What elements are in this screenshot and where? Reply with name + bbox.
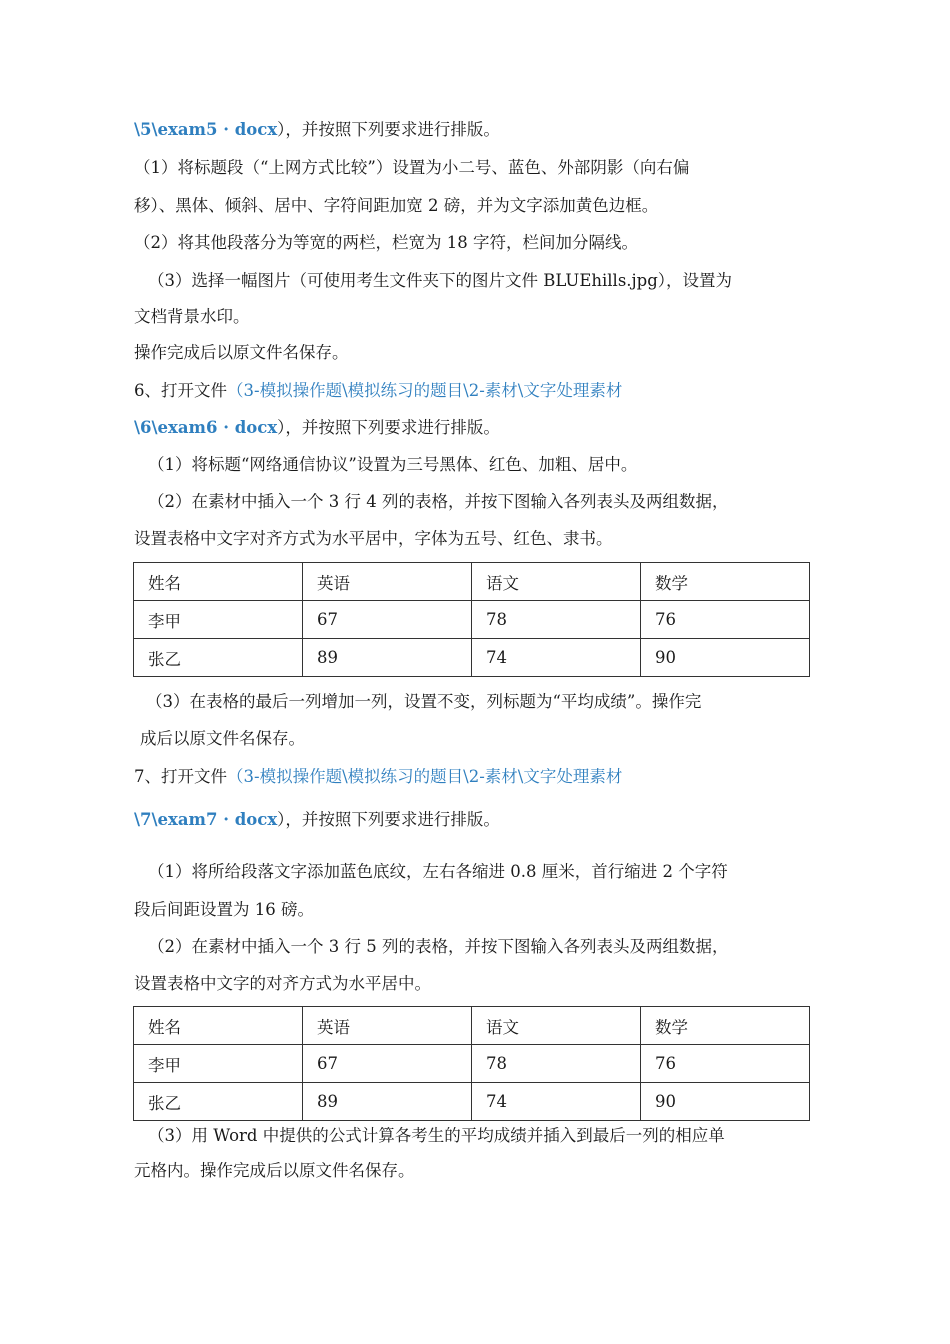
paragraph-line: 元格内。操作完成后以原文件名保存。	[134, 1161, 415, 1180]
table-row	[134, 639, 810, 677]
table-cell: 74	[472, 1083, 641, 1121]
paragraph-line: （3）选择一幅图片（可使用考生文件夹下的图片文件 BLUEhills.jpg），设置为	[148, 271, 733, 290]
paragraph-line: 移）、黑体、倾斜、居中、字符间距加宽 2 磅，并为文字添加黄色边框。	[134, 196, 659, 215]
score-table-2	[133, 1006, 810, 1121]
file-path-link[interactable]: \5\exam5 · docx	[134, 120, 278, 139]
paragraph-line: 成后以原文件名保存。	[140, 729, 305, 748]
question-6-heading	[134, 381, 622, 401]
file-path-link[interactable]: \6\exam6 · docx	[134, 418, 278, 437]
table-row	[134, 1083, 810, 1121]
table-cell: 姓名	[134, 1007, 303, 1045]
table-cell: 90	[641, 639, 810, 677]
table-cell: 姓名	[134, 563, 303, 601]
file-path-link[interactable]: （3-模拟操作题\模拟练习的题目\2-素材\文字处理素材	[227, 767, 623, 786]
table-cell: 90	[641, 1083, 810, 1121]
question-7-heading	[134, 767, 622, 787]
line-exam5-path	[134, 120, 500, 140]
text: ），并按照下列要求进行排版。	[277, 418, 500, 437]
paragraph-line: （3）用 Word 中提供的公式计算各考生的平均成绩并插入到最后一列的相应单	[148, 1126, 725, 1145]
file-path-link[interactable]: \7\exam7 · docx	[134, 810, 278, 829]
table-cell: 数学	[641, 1007, 810, 1045]
table-row	[134, 1007, 810, 1045]
paragraph-line: （2）在素材中插入一个 3 行 5 列的表格，并按下图输入各列表头及两组数据，	[148, 937, 729, 956]
paragraph-line: （3）在表格的最后一列增加一列，设置不变，列标题为“平均成绩”。操作完	[146, 692, 702, 711]
paragraph-line: 文档背景水印。	[134, 307, 250, 326]
table-cell: 76	[641, 601, 810, 639]
table-cell: 李甲	[134, 601, 303, 639]
paragraph-line: 操作完成后以原文件名保存。	[134, 343, 349, 362]
table-row	[134, 601, 810, 639]
paragraph-line: （1）将标题“网络通信协议”设置为三号黑体、红色、加粗、居中。	[148, 455, 638, 474]
table-cell: 67	[303, 1045, 472, 1083]
question-number: 7、打开文件	[134, 767, 227, 786]
text: ），并按照下列要求进行排版。	[277, 810, 500, 829]
table-cell: 76	[641, 1045, 810, 1083]
score-table-1	[133, 562, 810, 677]
line-exam7-path	[134, 810, 500, 830]
line-exam6-path	[134, 418, 500, 438]
table-cell: 89	[303, 639, 472, 677]
table-cell: 89	[303, 1083, 472, 1121]
table-cell: 数学	[641, 563, 810, 601]
question-number: 6、打开文件	[134, 381, 227, 400]
file-path-link[interactable]: （3-模拟操作题\模拟练习的题目\2-素材\文字处理素材	[227, 381, 623, 400]
paragraph-line: （2）将其他段落分为等宽的两栏，栏宽为 18 字符，栏间加分隔线。	[134, 233, 638, 252]
table-cell: 67	[303, 601, 472, 639]
paragraph-line: （1）将标题段（“上网方式比较”）设置为小二号、蓝色、外部阴影（向右偏	[134, 158, 690, 177]
table-cell: 74	[472, 639, 641, 677]
table-cell: 78	[472, 1045, 641, 1083]
paragraph-line: （1）将所给段落文字添加蓝色底纹，左右各缩进 0.8 厘米，首行缩进 2 个字符	[148, 862, 728, 881]
table-cell: 语文	[472, 1007, 641, 1045]
paragraph-line: （2）在素材中插入一个 3 行 4 列的表格，并按下图输入各列表头及两组数据，	[148, 492, 729, 511]
paragraph-line: 段后间距设置为 16 磅。	[134, 900, 314, 919]
paragraph-line: 设置表格中文字对齐方式为水平居中，字体为五号、红色、隶书。	[134, 529, 613, 548]
text: ），并按照下列要求进行排版。	[277, 120, 500, 139]
table-cell: 李甲	[134, 1045, 303, 1083]
table-cell: 78	[472, 601, 641, 639]
table-cell: 张乙	[134, 1083, 303, 1121]
table-cell: 英语	[303, 563, 472, 601]
table-cell: 英语	[303, 1007, 472, 1045]
table-cell: 张乙	[134, 639, 303, 677]
paragraph-line: 设置表格中文字的对齐方式为水平居中。	[134, 974, 431, 993]
table-row	[134, 563, 810, 601]
table-cell: 语文	[472, 563, 641, 601]
table-row	[134, 1045, 810, 1083]
